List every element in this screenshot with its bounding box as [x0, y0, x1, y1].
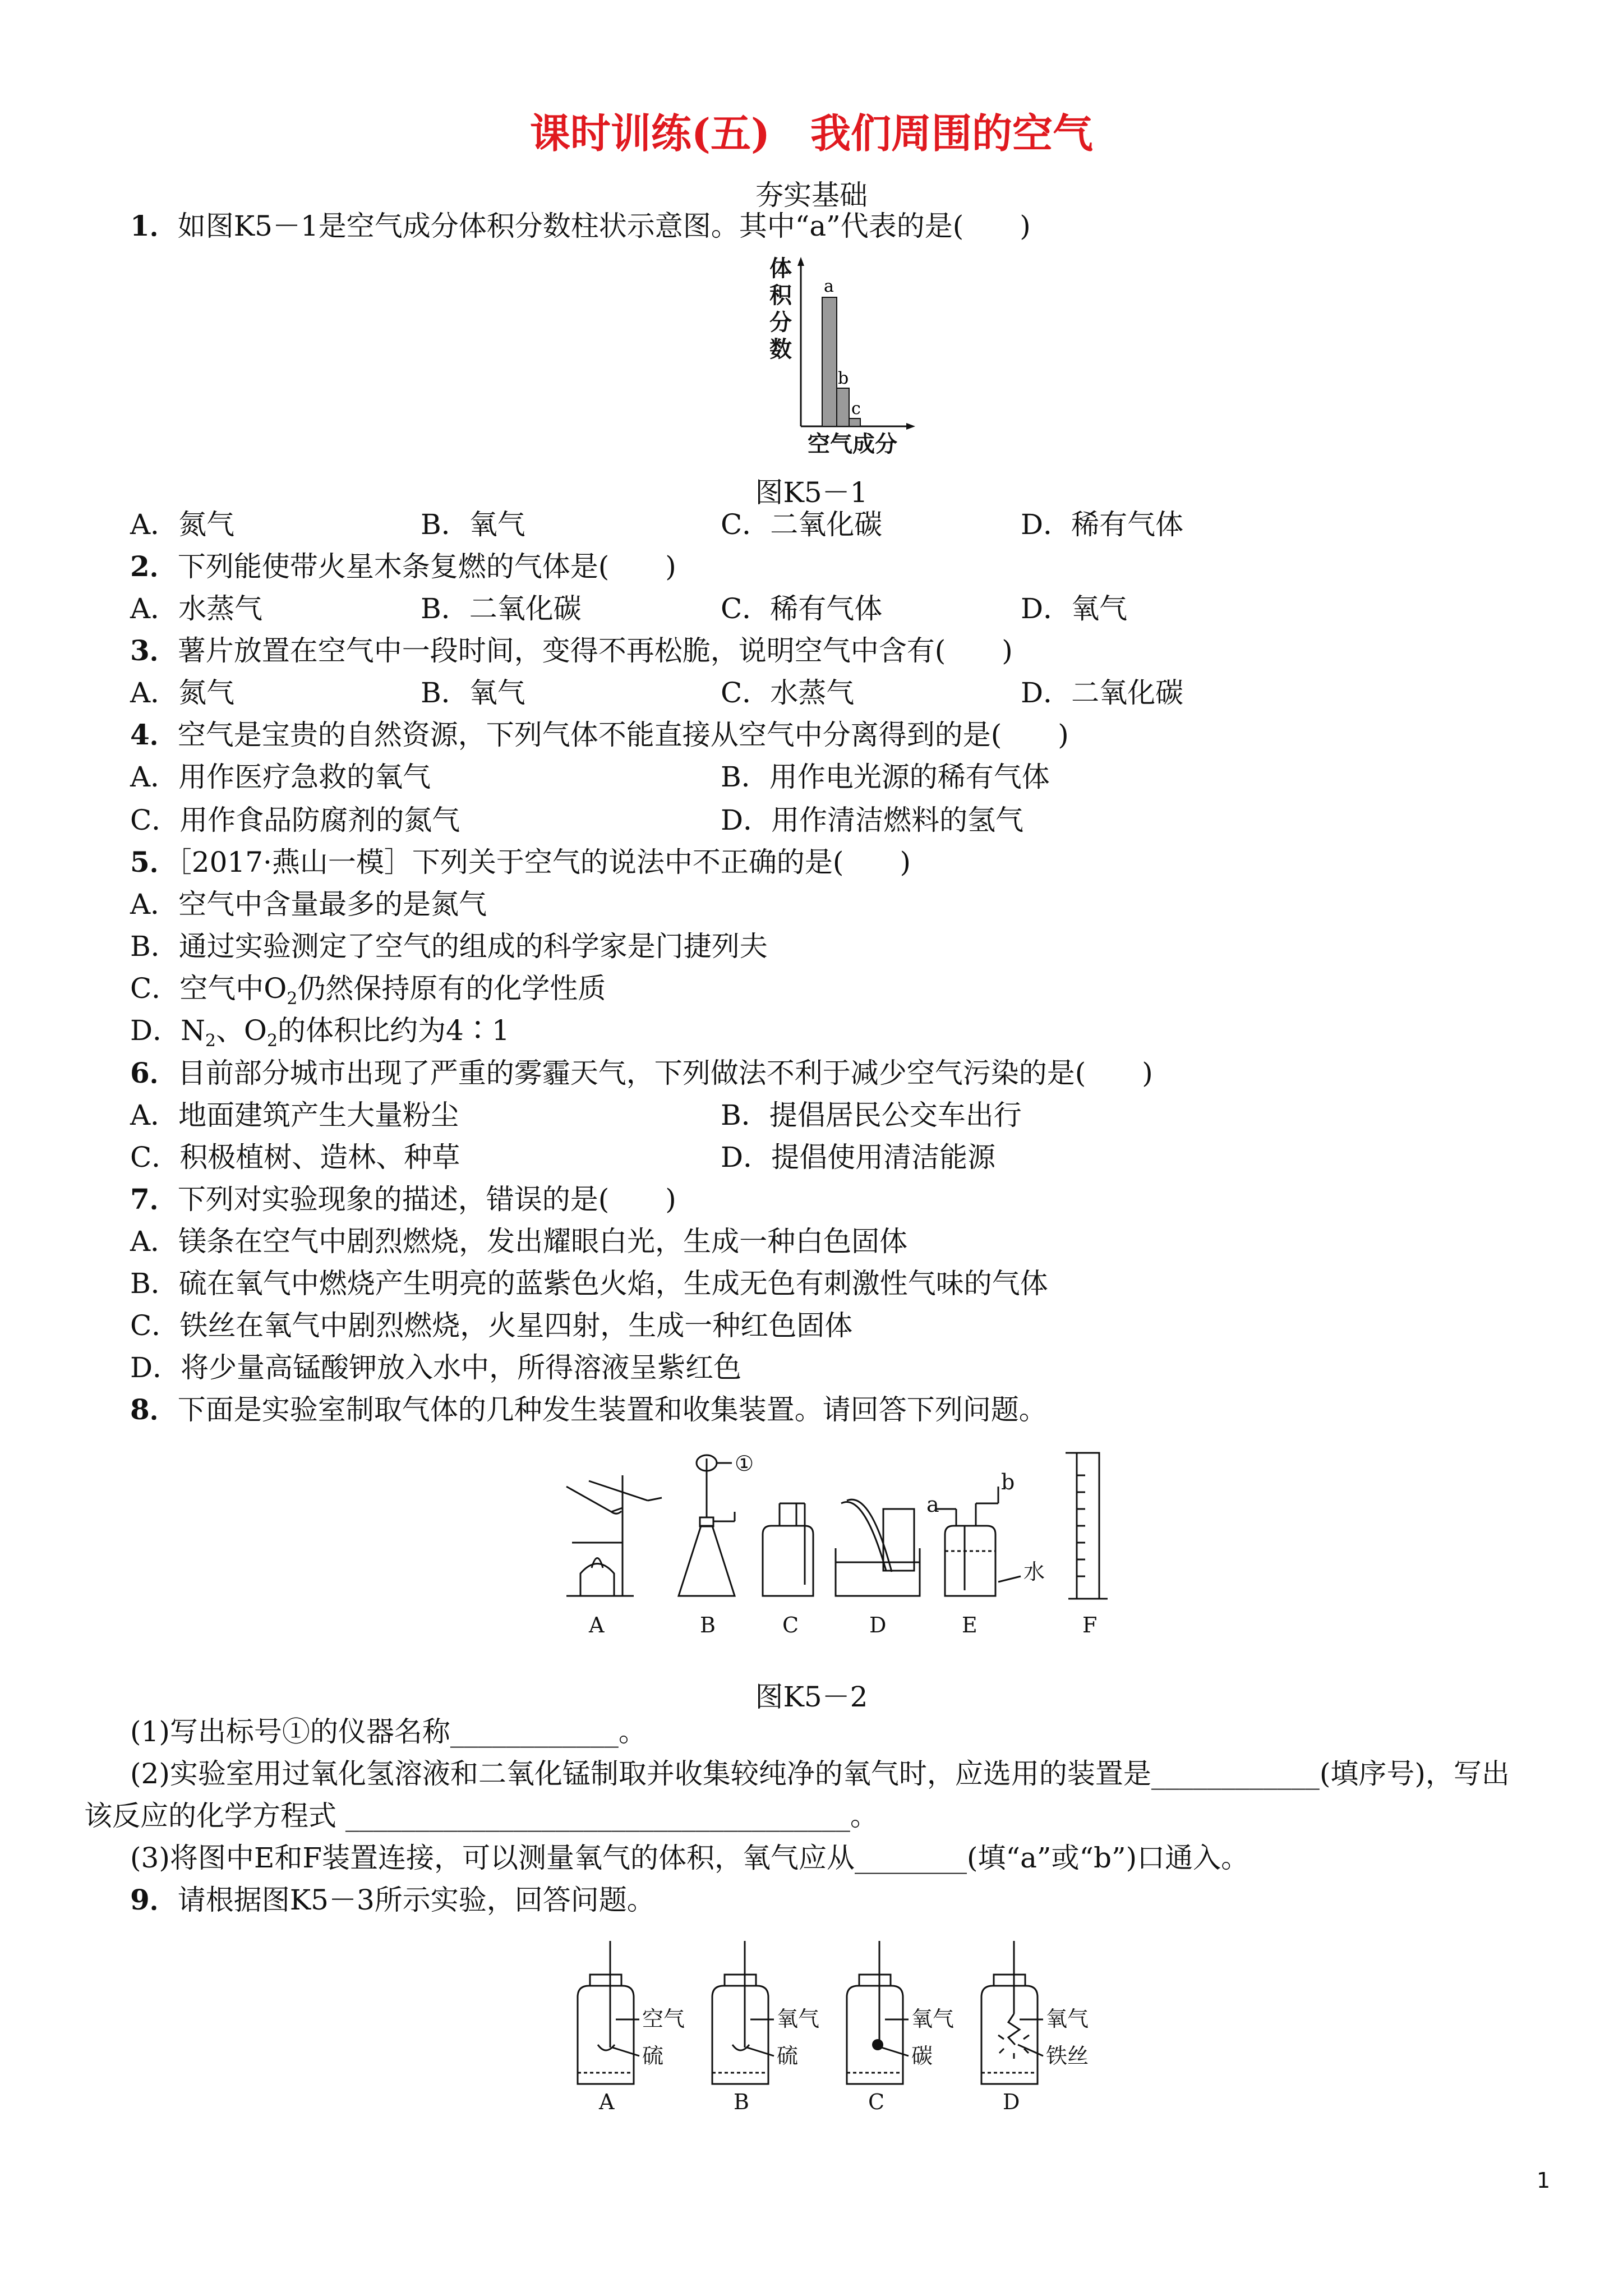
question-8-stem: 下面是实验室制取气体的几种发生装置和收集装置。请回答下列问题。	[177, 1393, 1047, 1426]
jar-label-c: C	[868, 2090, 885, 2114]
apparatus-label-e: E	[962, 1613, 978, 1637]
apparatus-b	[679, 1455, 735, 1596]
question-7-stem: 下列对实验现象的描述，错误的是( )	[177, 1183, 676, 1216]
q5-option-d: D．$N_2$、$O_2$的体积比约为4∶1	[130, 1014, 510, 1051]
question-9: 9．请根据图K5－3所示实验，回答问题。	[130, 1883, 655, 1916]
chart-x-axis-label: 空气成分	[808, 431, 897, 457]
question-3-stem: 薯片放置在空气中一段时间，变得不再松脆，说明空气中含有( )	[177, 634, 1013, 667]
q2-option-d: D．氧气	[1021, 592, 1128, 625]
q8-part-1: (1)写出标号①的仪器名称____________。	[130, 1715, 647, 1748]
jar-d-solid: 铁丝	[1046, 2044, 1089, 2068]
bar-b	[837, 388, 849, 426]
q8-part-2-line-1: (2)实验室用过氧化氢溶液和二氧化锰制取并收集较纯净的氧气时，应选用的装置是____________(填序号)，写出	[130, 1757, 1510, 1790]
q3-option-a: A．氮气	[130, 677, 235, 709]
q3-option-d: D．二氧化碳	[1021, 677, 1184, 709]
q1-option-a: A．氮气	[130, 508, 235, 541]
inlet-a-label: a	[926, 1492, 939, 1517]
bar-c	[849, 418, 860, 426]
circle-1-mark: ①	[735, 1451, 754, 1476]
q7-option-b: B．硫在氧气中燃烧产生明亮的蓝紫色火焰，生成无色有刺激性气味的气体	[130, 1267, 1048, 1300]
q1-option-d: D．稀有气体	[1021, 508, 1184, 541]
figure-k5-3-combustion-jars	[561, 1930, 1144, 2115]
apparatus-f	[1066, 1453, 1108, 1599]
inlet-b-label: b	[1001, 1470, 1015, 1494]
q1-option-b: B．氧气	[421, 508, 525, 541]
q4-option-b: B．用作电光源的稀有气体	[721, 761, 1050, 793]
q5-option-c: C．空气中$O_2$仍然保持原有的化学性质	[130, 972, 606, 1009]
question-5-stem: ［2017·燕山一模］下列关于空气的说法中不正确的是( )	[177, 846, 911, 878]
q6-option-c: C．积极植树、造林、种草	[130, 1141, 460, 1174]
jar-d-gas: 氧气	[1046, 2007, 1089, 2031]
figure-k5-2-apparatus	[550, 1442, 1138, 1644]
q2-option-a: A．水蒸气	[130, 592, 263, 625]
q6-option-b: B．提倡居民公交车出行	[721, 1099, 1022, 1131]
q5-option-b: B．通过实验测定了空气的组成的科学家是门捷列夫	[130, 930, 768, 963]
jar-a	[578, 1941, 639, 2084]
apparatus-label-d: D	[869, 1613, 887, 1637]
figure-k5-1-caption: 图K5－1	[755, 476, 868, 509]
jar-b-gas: 氧气	[777, 2007, 820, 2031]
question-6-stem: 目前部分城市出现了严重的雾霾天气，下列做法不利于减少空气污染的是( )	[177, 1057, 1153, 1089]
jar-a-gas: 空气	[642, 2007, 685, 2031]
bar-a	[822, 297, 837, 426]
figure-k5-2-caption: 图K5－2	[755, 1681, 868, 1713]
question-8: 8．下面是实验室制取气体的几种发生装置和收集装置。请回答下列问题。	[130, 1393, 1047, 1426]
apparatus-c	[763, 1503, 813, 1596]
apparatus-d	[836, 1499, 920, 1596]
page-title: 课时训练(五) 我们周围的空气	[529, 109, 1094, 157]
q4-option-d: D．用作清洁燃料的氢气	[721, 804, 1024, 836]
q2-option-b: B．二氧化碳	[421, 592, 582, 625]
jar-a-solid: 硫	[642, 2044, 664, 2068]
q7-option-a: A．镁条在空气中剧烈燃烧，发出耀眼白光，生成一种白色固体	[130, 1225, 908, 1258]
question-2-stem: 下列能使带火星木条复燃的气体是( )	[177, 550, 676, 583]
section-heading: 夯实基础	[755, 179, 868, 211]
jar-b	[712, 1941, 774, 2084]
q5-option-a: A．空气中含量最多的是氮气	[130, 888, 487, 921]
question-4: 4．空气是宝贵的自然资源，下列气体不能直接从空气中分离得到的是( )	[130, 718, 1069, 751]
q7-option-c: C．铁丝在氧气中剧烈燃烧，火星四射，生成一种红色固体	[130, 1309, 853, 1342]
question-6: 6．目前部分城市出现了严重的雾霾天气，下列做法不利于减少空气污染的是( )	[130, 1056, 1153, 1089]
jar-c-gas: 氧气	[911, 2007, 955, 2031]
apparatus-label-b: B	[700, 1613, 716, 1637]
question-3: 3．薯片放置在空气中一段时间，变得不再松脆，说明空气中含有( )	[130, 634, 1013, 667]
q8-part-2-line-2: 该反应的化学方程式 ____________________________________。	[84, 1800, 878, 1832]
jar-c	[847, 1941, 909, 2084]
jar-d	[981, 1941, 1043, 2084]
question-1-stem: 如图K5－1是空气成分体积分数柱状示意图。其中“a”代表的是( )	[177, 210, 1031, 242]
bar-label-b: b	[838, 369, 849, 388]
question-2: 2．下列能使带火星木条复燃的气体是( )	[130, 550, 676, 583]
q2-option-c: C．稀有气体	[721, 592, 883, 625]
question-5: 5．［2017·燕山一模］下列关于空气的说法中不正确的是( )	[130, 845, 911, 878]
jar-label-d: D	[1003, 2090, 1020, 2114]
page-number: 1	[1537, 2168, 1551, 2193]
apparatus-label-a: A	[589, 1613, 605, 1637]
q1-option-c: C．二氧化碳	[721, 508, 883, 541]
jar-label-b: B	[734, 2090, 749, 2114]
jar-b-solid: 硫	[777, 2044, 799, 2068]
q3-option-b: B．氧气	[421, 677, 525, 709]
question-4-stem: 空气是宝贵的自然资源，下列气体不能直接从空气中分离得到的是( )	[177, 719, 1069, 751]
q3-option-c: C．水蒸气	[721, 677, 855, 709]
q6-option-d: D．提倡使用清洁能源	[721, 1141, 996, 1174]
q8-part-3: (3)将图中E和F装置连接，可以测量氧气的体积，氧气应从________(填“a”或“b”)口通入。	[130, 1842, 1249, 1874]
question-9-stem: 请根据图K5－3所示实验，回答问题。	[177, 1884, 655, 1916]
question-7: 7．下列对实验现象的描述，错误的是( )	[130, 1182, 676, 1216]
jar-label-a: A	[599, 2090, 615, 2114]
water-label: 水	[1023, 1559, 1045, 1584]
q4-option-a: A．用作医疗急救的氧气	[130, 761, 431, 793]
q4-option-c: C．用作食品防腐剂的氮气	[130, 804, 460, 836]
bar-label-a: a	[824, 277, 834, 296]
apparatus-label-f: F	[1082, 1613, 1098, 1637]
apparatus-label-c: C	[782, 1613, 799, 1637]
apparatus-a	[566, 1475, 662, 1596]
q7-option-d: D．将少量高锰酸钾放入水中，所得溶液呈紫红色	[130, 1351, 742, 1384]
chart-y-axis-label: 体积分数	[769, 255, 792, 362]
apparatus-e	[937, 1487, 1021, 1596]
question-1: 1．如图K5－1是空气成分体积分数柱状示意图。其中“a”代表的是( )	[130, 209, 1031, 242]
bar-label-c: c	[851, 399, 861, 418]
jar-c-solid: 碳	[911, 2044, 933, 2068]
q6-option-a: A．地面建筑产生大量粉尘	[130, 1099, 459, 1131]
